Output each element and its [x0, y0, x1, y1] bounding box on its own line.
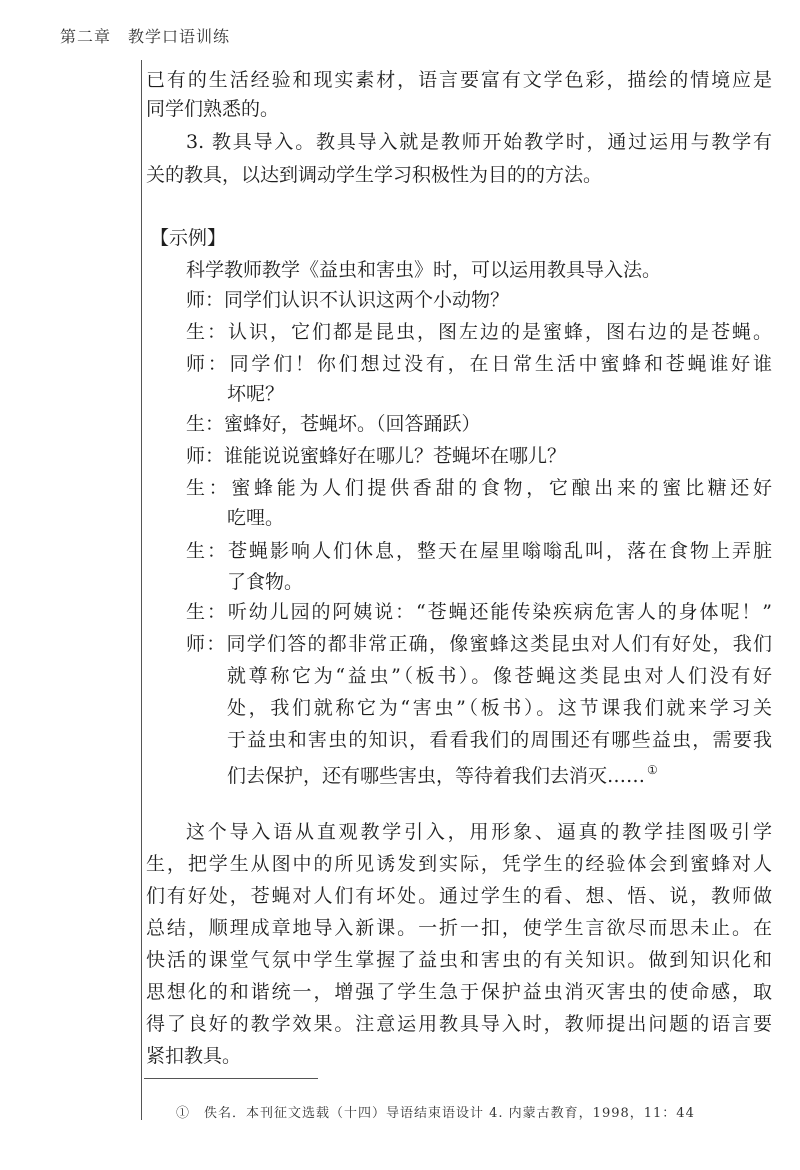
footnote-reference: ① — [647, 763, 658, 777]
footnote: ① 佚名．本刊征文选载（十四）导语结束语设计 4. 内蒙古教育，1998，11：44 — [176, 1106, 695, 1121]
dialogue-line: 生：苍蝇影响人们休息，整天在屋里嗡嗡乱叫，落在食物上弄脏 — [186, 540, 772, 562]
margin-rule — [141, 60, 142, 1120]
para1-line-2: 同学们熟悉的。 — [146, 98, 280, 120]
dialogue-line: 师：同学们答的都非常正确，像蜜蜂这类昆虫对人们有好处，我们 — [186, 633, 772, 655]
dialogue-line: 师：同学们认识不认识这两个小动物？ — [186, 289, 510, 311]
dialogue-line: 吃哩。 — [227, 507, 285, 529]
dialogue-line: 师：同学们！你们想过没有，在日常生活中蜜蜂和苍蝇谁好谁 — [186, 353, 772, 375]
para3-line-1: 这个导入语从直观教学引入，用形象、逼真的教学挂图吸引学 — [186, 821, 772, 843]
para1-line-1: 已有的生活经验和现实素材，语言要富有文学色彩，描绘的情境应是 — [146, 69, 772, 91]
dialogue-last-line — [227, 758, 658, 788]
dialogue-line: 师：谁能说说蜜蜂好在哪儿？苍蝇坏在哪儿？ — [186, 445, 567, 467]
para2-line-2: 关的教具，以达到调动学生学习积极性为目的的方法。 — [146, 164, 603, 186]
dialogue-line: 处，我们就称它为“害虫”（板书）。这节课我们就来学习关 — [227, 697, 772, 719]
example-label: 【示例】 — [150, 227, 227, 249]
para3-line: 快活的课堂气氛中学生掌握了益虫和害虫的有关知识。做到知识化和 — [146, 949, 772, 971]
para3-line: 们有好处，苍蝇对人们有坏处。通过学生的看、想、悟、说，教师做 — [146, 885, 772, 907]
dialogue-line: 了食物。 — [227, 571, 304, 593]
dialogue-line: 生：蜜蜂好，苍蝇坏。（回答踊跃） — [186, 413, 481, 435]
dialogue-line: 就尊称它为“益虫”（板书）。像苍蝇这类昆虫对人们没有好 — [227, 665, 772, 687]
para3-line: 思想化的和谐统一，增强了学生急于保护益虫消灭害虫的使命感，取 — [146, 981, 772, 1003]
chapter-header: 第二章 教学口语训练 — [60, 27, 231, 46]
dialogue-line: 们去保护，还有哪些害虫，等待着我们去消灭…… — [227, 765, 646, 787]
para2-line-1: 3. 教具导入。教具导入就是教师开始教学时，通过运用与教学有 — [186, 131, 772, 153]
dialogue-line: 生：听幼儿园的阿姨说：“苍蝇还能传染疾病危害人的身体呢！” — [186, 601, 772, 623]
para3-line: 紧扣教具。 — [146, 1045, 242, 1067]
para3-line: 总结，顺理成章地导入新课。一折一扣，使学生言欲尽而思未止。在 — [146, 917, 772, 939]
example-intro: 科学教师教学《益虫和害虫》时，可以运用教具导入法。 — [186, 259, 662, 281]
footnote-rule — [144, 1078, 318, 1079]
dialogue-line: 生：蜜蜂能为人们提供香甜的食物，它酿出来的蜜比糖还好 — [186, 477, 772, 499]
dialogue-line: 坏呢？ — [227, 383, 285, 405]
para3-line: 生，把学生从图中的所见诱发到实际，凭学生的经验体会到蜜蜂对人 — [146, 853, 772, 875]
para3-line: 得了良好的教学效果。注意运用教具导入时，教师提出问题的语言要 — [146, 1013, 772, 1035]
dialogue-line: 生：认识，它们都是昆虫，图左边的是蜜蜂，图右边的是苍蝇。 — [186, 321, 772, 343]
dialogue-line: 于益虫和害虫的知识，看看我们的周围还有哪些益虫，需要我 — [227, 729, 772, 751]
